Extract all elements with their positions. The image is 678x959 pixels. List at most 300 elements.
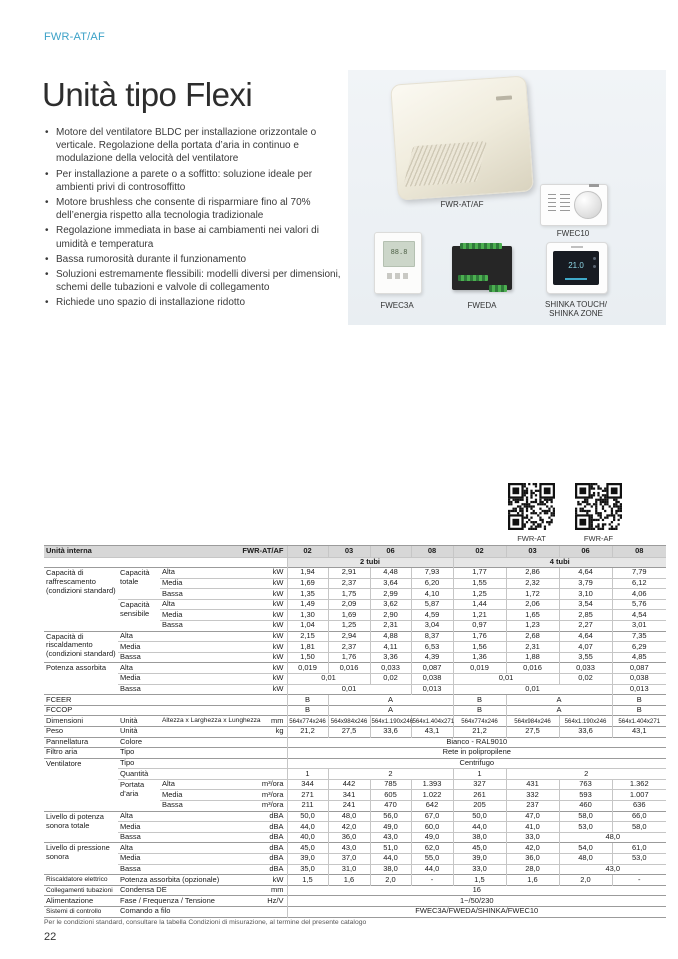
fwec10-knob [574, 191, 602, 219]
table-cell: Pannellatura [44, 737, 118, 748]
table-cell: kW [243, 663, 287, 674]
table-cell: Alta [118, 631, 243, 642]
table-cell: 2 [506, 769, 666, 780]
table-cell: 5,87 [411, 599, 453, 610]
table-cell: kW [243, 599, 287, 610]
table-cell: 0,01 [287, 684, 411, 695]
table-cell: 2,15 [287, 631, 328, 642]
table-cell: B [287, 695, 328, 706]
table-cell: Potenza assorbita [44, 663, 118, 695]
table-cell: 4,88 [370, 631, 411, 642]
table-cell: FWR-AT/AF [160, 546, 287, 558]
table-cell: 1,5 [453, 875, 506, 886]
table-cell: Alta [118, 663, 243, 674]
table-cell: A [328, 705, 453, 716]
table-cell: 0,013 [612, 684, 666, 695]
table-cell: 605 [370, 790, 411, 801]
table-cell: 1,5 [287, 875, 328, 886]
shinka-screen-bar [565, 278, 587, 280]
table-cell: 2,06 [506, 599, 559, 610]
indoor-unit-grille [403, 141, 487, 187]
table-cell: 1,25 [453, 589, 506, 600]
table-cell: 564x1.404x271 [412, 717, 455, 725]
table-cell: Media [160, 578, 243, 589]
fweda-image [452, 246, 512, 290]
table-cell: 564x774x246 [453, 716, 506, 727]
table-cell: 2 [328, 769, 453, 780]
table-cell: 261 [453, 790, 506, 801]
table-cell: Media [160, 790, 243, 801]
table-cell: Riscaldatore elettrico [44, 875, 118, 886]
table-cell: 49,0 [370, 822, 411, 833]
table-cell: 7,93 [411, 568, 453, 579]
table-cell: 2,37 [328, 578, 370, 589]
table-cell: dBA [243, 843, 287, 854]
table-cell: B [612, 705, 666, 716]
table-cell: 2,85 [559, 610, 612, 621]
shinka-screen [553, 251, 599, 285]
table-cell: m³/ora [243, 801, 287, 812]
table-cell: Alta [118, 811, 243, 822]
indoor-unit-label: FWR-AT/AF [440, 200, 484, 209]
table-cell: - [411, 875, 453, 886]
table-cell: Alta [160, 779, 243, 790]
spec-table-wrap [44, 545, 666, 918]
table-cell: 1,44 [453, 599, 506, 610]
table-cell: 785 [370, 779, 411, 790]
table-cell: 33,6 [559, 726, 612, 737]
table-cell: Unità [118, 716, 160, 727]
table-cell: kg [243, 726, 287, 737]
table-cell: 1.393 [411, 779, 453, 790]
table-cell: 1,50 [287, 652, 328, 663]
shinka-logo [571, 246, 583, 248]
table-cell: 2,31 [506, 642, 559, 653]
table-cell: 564x1.404x271 [612, 716, 666, 727]
table-cell: FCEER [44, 695, 287, 706]
table-cell: 1,72 [506, 589, 559, 600]
table-cell: 8,37 [411, 631, 453, 642]
table-cell: 43,0 [328, 843, 370, 854]
fwec10-label: FWEC10 [556, 229, 590, 238]
table-cell: A [328, 695, 453, 706]
table-cell: 1 [453, 769, 506, 780]
table-cell: 60,0 [411, 822, 453, 833]
fwec10-image [540, 184, 608, 226]
bullet-item: • Regolazione immediata in base ai cambiamenti nei valori di umidità e temperatura [44, 224, 342, 250]
table-cell: kW [243, 620, 287, 631]
table-cell: Comando a filo [118, 907, 287, 918]
table-cell: 1,94 [287, 568, 328, 579]
table-cell: 1,55 [453, 578, 506, 589]
table-cell: 6,20 [411, 578, 453, 589]
table-cell: 0,087 [411, 663, 453, 674]
table-cell: Unità [118, 726, 243, 737]
table-cell: 1,88 [506, 652, 559, 663]
table-cell: 0,087 [612, 663, 666, 674]
table-cell: 4,64 [559, 568, 612, 579]
table-cell: 42,0 [506, 843, 559, 854]
table-cell: 1,69 [328, 610, 370, 621]
table-cell: Media [118, 642, 243, 653]
table-cell: Capacità sensibile [118, 599, 160, 631]
table-cell: Ventilatore [44, 758, 118, 811]
table-cell: 43,0 [370, 832, 411, 843]
table-cell: 1,04 [287, 620, 328, 631]
table-cell: dBA [243, 864, 287, 875]
table-cell: Bassa [160, 589, 243, 600]
table-cell: 4,54 [612, 610, 666, 621]
table-cell: 3,04 [411, 620, 453, 631]
table-cell: 0,019 [287, 663, 328, 674]
bullet-item: • Per installazione a parete o a soffitto: soluzione ideale per ambienti privi di controsoffitto [44, 168, 342, 194]
table-cell: 0,013 [411, 684, 453, 695]
table-cell: 62,0 [411, 843, 453, 854]
table-cell: 6,53 [411, 642, 453, 653]
table-cell: FCCOP [44, 705, 287, 716]
table-cell: 1~/50/230 [287, 896, 666, 907]
table-cell: 06 [559, 546, 612, 558]
table-cell: 0,038 [612, 673, 666, 684]
table-cell: 40,0 [287, 832, 328, 843]
table-cell: Altezza x Larghezza x Lunghezza [160, 716, 243, 727]
table-cell: 241 [328, 801, 370, 812]
fwec3a-lcd-text: 88.8 [390, 248, 408, 256]
table-cell: A [506, 695, 612, 706]
table-cell: 45,0 [453, 843, 506, 854]
table-cell: 02 [453, 546, 506, 558]
table-cell: 2,99 [370, 589, 411, 600]
table-cell: 4,07 [559, 642, 612, 653]
table-cell: Bassa [118, 864, 243, 875]
table-cell: 3,64 [370, 578, 411, 589]
table-cell: kW [243, 673, 287, 684]
table-cell: 2,31 [370, 620, 411, 631]
table-cell: 2,27 [559, 620, 612, 631]
table-cell: 3,55 [559, 652, 612, 663]
table-cell: 03 [506, 546, 559, 558]
table-cell: 564x984x246 [506, 716, 559, 727]
table-cell: Condensa DE [118, 885, 243, 896]
table-cell: 37,0 [328, 854, 370, 865]
shinka-temperature-readout: 21.0 [568, 261, 584, 270]
product-panel [348, 70, 666, 325]
table-cell: 4,39 [411, 652, 453, 663]
table-cell: 2,68 [506, 631, 559, 642]
table-cell: 2,32 [506, 578, 559, 589]
table-cell: 53,0 [612, 854, 666, 865]
table-cell: Hz/V [243, 896, 287, 907]
table-cell: Potenza assorbita (opzionale) [118, 875, 243, 886]
table-cell: 54,0 [559, 843, 612, 854]
table-cell: 7,79 [612, 568, 666, 579]
table-cell: Capacità totale [118, 568, 160, 600]
table-cell: 36,0 [506, 854, 559, 865]
table-cell: 0,033 [559, 663, 612, 674]
table-cell: 1 [287, 769, 328, 780]
table-cell: 44,0 [411, 864, 453, 875]
table-cell: 1,25 [328, 620, 370, 631]
footnote: Per le condizioni standard, consultare la tabella Condizioni di misurazione, al termine del presente catalogo [44, 919, 367, 926]
table-cell: 21,2 [453, 726, 506, 737]
table-cell: Dimensioni [44, 716, 118, 727]
table-cell: 564x774x246 [287, 716, 328, 727]
table-cell: Media [118, 673, 243, 684]
table-cell: 33,0 [506, 832, 559, 843]
fwec3a-image [374, 232, 422, 294]
table-cell: 0,016 [506, 663, 559, 674]
shinka-image [546, 242, 608, 294]
table-cell: 1,77 [453, 568, 506, 579]
table-cell: 341 [328, 790, 370, 801]
table-cell: Tipo [118, 758, 287, 769]
table-cell: Bianco - RAL9010 [287, 737, 666, 748]
table-cell: Alta [118, 843, 243, 854]
table-cell: Bassa [118, 832, 243, 843]
table-cell: 3,01 [612, 620, 666, 631]
table-cell: kW [243, 578, 287, 589]
table-cell: kW [243, 568, 287, 579]
table-cell: 61,0 [612, 843, 666, 854]
indoor-unit-image [394, 80, 530, 196]
table-cell: 564x1.190x246 [559, 716, 612, 727]
table-cell: 1,56 [453, 642, 506, 653]
table-cell: Centrifugo [287, 758, 666, 769]
table-cell: 4,06 [612, 589, 666, 600]
table-cell: 332 [506, 790, 559, 801]
bullet-item: • Richiede uno spazio di installazione ridotto [44, 296, 342, 309]
table-cell: 2 tubi [287, 558, 453, 568]
feature-bullet-list [44, 126, 342, 311]
table-cell: 1,23 [506, 620, 559, 631]
table-cell: 211 [287, 801, 328, 812]
table-cell: Unità interna [44, 546, 160, 558]
table-cell: Bassa [118, 684, 243, 695]
table-cell: Capacità di riscaldamento (condizioni standard) [44, 631, 118, 663]
table-cell: 02 [287, 546, 328, 558]
fwec10-printed-icons [548, 194, 570, 212]
table-cell: 2,0 [370, 875, 411, 886]
table-cell: 44,0 [370, 854, 411, 865]
table-cell: 45,0 [287, 843, 328, 854]
table-cell: 38,0 [453, 832, 506, 843]
table-cell: 53,0 [559, 822, 612, 833]
table-cell: 48,0 [328, 811, 370, 822]
table-cell: 39,0 [287, 854, 328, 865]
table-cell: Portata d’aria [118, 779, 160, 811]
table-cell: dBA [243, 811, 287, 822]
table-cell: 0,019 [453, 663, 506, 674]
table-cell: 1,36 [453, 652, 506, 663]
table-cell: kW [243, 589, 287, 600]
table-cell: 1,30 [287, 610, 328, 621]
table-cell: 49,0 [411, 832, 453, 843]
table-cell: FWEC3A/FWEDA/SHINKA/FWEC10 [287, 907, 666, 918]
table-cell: 67,0 [411, 811, 453, 822]
table-cell: B [612, 695, 666, 706]
table-cell: 460 [559, 801, 612, 812]
table-cell: 1,81 [287, 642, 328, 653]
table-cell: 3,54 [559, 599, 612, 610]
table-cell: 3,62 [370, 599, 411, 610]
table-cell: kW [243, 631, 287, 642]
table-cell: 0,033 [370, 663, 411, 674]
table-cell: 593 [559, 790, 612, 801]
fwec3a-buttons [387, 273, 409, 279]
table-cell: 4,85 [612, 652, 666, 663]
table-cell: 642 [411, 801, 453, 812]
table-cell: 2,09 [328, 599, 370, 610]
table-cell: 56,0 [370, 811, 411, 822]
table-cell: 1.007 [612, 790, 666, 801]
table-cell: Quantità [118, 769, 287, 780]
table-cell: 1,76 [328, 652, 370, 663]
table-cell: 66,0 [612, 811, 666, 822]
table-cell: dBA [243, 832, 287, 843]
table-cell: 50,0 [287, 811, 328, 822]
table-cell: B [453, 705, 506, 716]
table-cell: 564x984x246 [328, 716, 370, 727]
table-cell: 1.022 [411, 790, 453, 801]
table-cell: 271 [287, 790, 328, 801]
table-cell: 43,1 [411, 726, 453, 737]
table-cell: 1,65 [506, 610, 559, 621]
table-cell: 33,0 [453, 864, 506, 875]
table-cell: B [287, 705, 328, 716]
model-tag: FWR-AT/AF [44, 31, 105, 43]
shinka-label-line2: SHINKA ZONE [549, 309, 603, 318]
table-cell: 6,12 [612, 578, 666, 589]
shinka-label-line1: SHINKA TOUCH/ [545, 300, 607, 309]
table-cell: Collegamenti tubazioni [44, 885, 118, 896]
table-cell: 4,11 [370, 642, 411, 653]
table-cell [44, 558, 287, 568]
table-cell: Sistemi di controllo [44, 907, 118, 918]
table-cell: 2,0 [559, 875, 612, 886]
table-cell: 1.362 [612, 779, 666, 790]
table-cell: Filtro aria [44, 748, 118, 759]
qr-code-fwr-at [508, 483, 555, 530]
table-cell: 3,79 [559, 578, 612, 589]
table-cell: 4,48 [370, 568, 411, 579]
table-cell: 43,1 [612, 726, 666, 737]
table-cell: 42,0 [328, 822, 370, 833]
table-cell: kW [243, 875, 287, 886]
bullet-item: • Bassa rumorosità durante il funzionamento [44, 253, 342, 266]
table-cell: Alta [160, 599, 243, 610]
table-cell: 31,0 [328, 864, 370, 875]
table-cell: 2,94 [328, 631, 370, 642]
table-cell: 2,90 [370, 610, 411, 621]
table-cell: 28,0 [506, 864, 559, 875]
table-cell: 1,21 [453, 610, 506, 621]
qr-label: FWR-AT [517, 534, 546, 543]
table-cell: 41,0 [506, 822, 559, 833]
table-cell: 1,76 [453, 631, 506, 642]
table-cell: 51,0 [370, 843, 411, 854]
table-cell: 2,91 [328, 568, 370, 579]
table-cell: 0,016 [328, 663, 370, 674]
table-cell: mm [243, 885, 287, 896]
table-cell: 344 [287, 779, 328, 790]
table-cell: dBA [243, 854, 287, 865]
table-cell: B [453, 695, 506, 706]
table-cell: 1,69 [287, 578, 328, 589]
table-cell: m³/ora [243, 790, 287, 801]
table-cell: Bassa [160, 620, 243, 631]
table-cell: 1,35 [287, 589, 328, 600]
table-cell: 470 [370, 801, 411, 812]
table-cell: 44,0 [453, 822, 506, 833]
bullet-item: • Motore brushless che consente di risparmiare fino al 70% dell’energia rispetto alla tecnologia tradizionale [44, 196, 342, 222]
table-cell: 47,0 [506, 811, 559, 822]
table-cell: 06 [370, 546, 411, 558]
table-cell: 50,0 [453, 811, 506, 822]
table-cell: 327 [453, 779, 506, 790]
table-cell: kW [243, 652, 287, 663]
table-cell: 36,0 [328, 832, 370, 843]
table-cell: Colore [118, 737, 287, 748]
table-cell: 21,2 [287, 726, 328, 737]
table-cell: 442 [328, 779, 370, 790]
table-cell: 205 [453, 801, 506, 812]
page-number: 22 [44, 931, 57, 943]
table-cell: Peso [44, 726, 118, 737]
bullet-item: • Motore del ventilatore BLDC per installazione orizzontale o verticale. Regolazione della portata d’aria in continuo e modulazione della velocità del ventilatore [44, 126, 342, 166]
bullet-item: • Soluzioni estremamente flessibili: modelli diversi per dimensioni, schemi delle tubazioni e valvole di collegamento [44, 268, 342, 294]
table-cell: 27,5 [506, 726, 559, 737]
fweda-terminal-block [458, 275, 488, 281]
table-cell: 16 [287, 885, 666, 896]
table-cell: Media [160, 610, 243, 621]
table-cell: kW [243, 610, 287, 621]
table-cell: 0,01 [287, 673, 370, 684]
table-cell: 6,29 [612, 642, 666, 653]
table-cell: 0,02 [559, 673, 612, 684]
table-cell: 33,6 [370, 726, 411, 737]
table-cell: Media [118, 854, 243, 865]
table-cell: 35,0 [287, 864, 328, 875]
table-cell: 564x1.190x246 [371, 717, 414, 725]
fweda-label: FWEDA [467, 301, 497, 310]
table-cell: 4,10 [411, 589, 453, 600]
table-cell: 43,0 [559, 864, 666, 875]
table-cell: 0,038 [411, 673, 453, 684]
table-cell: Livello di pressione sonora [44, 843, 118, 875]
fweda-terminal-block [489, 285, 507, 292]
table-cell: 0,01 [453, 684, 612, 695]
spec-table [44, 545, 666, 918]
table-cell: 48,0 [559, 854, 612, 865]
table-cell: 0,01 [453, 673, 559, 684]
table-cell: 1,6 [328, 875, 370, 886]
table-cell: 5,76 [612, 599, 666, 610]
table-cell: Bassa [160, 801, 243, 812]
table-cell: 2,37 [328, 642, 370, 653]
table-cell: Alta [160, 568, 243, 579]
table-cell: Bassa [118, 652, 243, 663]
shinka-screen-dot [593, 265, 596, 268]
table-cell: 58,0 [612, 822, 666, 833]
table-cell: 44,0 [287, 822, 328, 833]
table-cell: dBA [243, 822, 287, 833]
table-cell: 2,86 [506, 568, 559, 579]
table-cell: 4,59 [411, 610, 453, 621]
table-cell: Tipo [118, 748, 287, 759]
table-cell: 4,64 [559, 631, 612, 642]
table-cell: 55,0 [411, 854, 453, 865]
table-cell: A [506, 705, 612, 716]
